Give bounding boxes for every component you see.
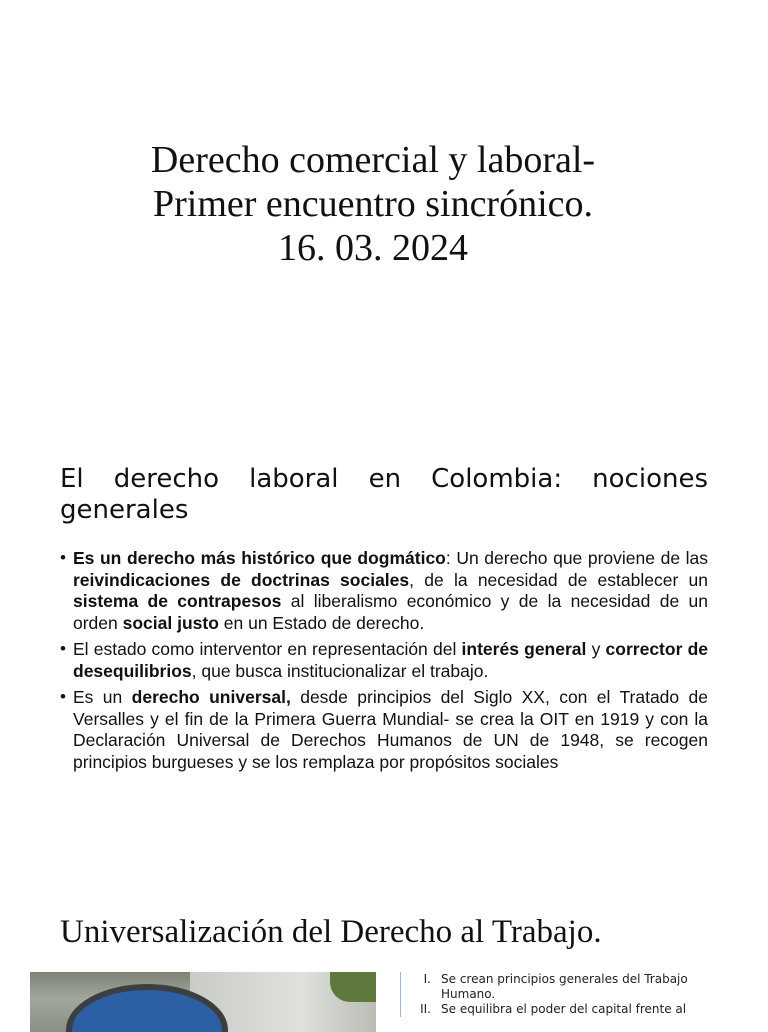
- text-run: , de la necesidad de establecer un: [409, 569, 708, 590]
- bold-text: social justo: [122, 612, 219, 633]
- list-item: [407, 972, 730, 1002]
- bullet-dot-icon: •: [60, 639, 66, 658]
- universalizacion-slide: [0, 880, 768, 1024]
- bold-text: Es un derecho más histórico que dogmático: [73, 548, 446, 568]
- foliage: [330, 972, 376, 1002]
- bullet-list: [60, 548, 708, 778]
- laboral-slide: [0, 430, 768, 880]
- text-run: al liberalismo económico y de la necesidad de un orden: [73, 591, 708, 633]
- bold-text: reivindicaciones de doctrinas sociales: [73, 569, 410, 590]
- bullet-dot-icon: •: [60, 687, 66, 706]
- bullet-dot-icon: •: [60, 548, 66, 567]
- list-number: I.: [423, 972, 431, 986]
- text-run: y: [586, 639, 606, 659]
- text-run: El estado como interventor en representación del: [73, 639, 462, 659]
- title-slide: [0, 0, 768, 430]
- bold-text: corrector de desequilibrios: [73, 639, 709, 681]
- text-run: Es un: [73, 687, 132, 707]
- slide-heading: El derecho laboral en Colombia: nociones generales: [60, 464, 708, 525]
- bold-text: interés general: [461, 639, 587, 659]
- title-line: Primer encuentro sincrónico.: [152, 183, 594, 225]
- bullet-item: [60, 687, 708, 773]
- bullet-item: [60, 639, 708, 682]
- slide-heading: Universalización del Derecho al Trabajo.: [60, 914, 602, 950]
- text-run: : Un derecho que proviene de las: [445, 548, 709, 568]
- slide-title: [60, 138, 686, 270]
- bullet-item: [60, 548, 708, 634]
- bold-text: derecho universal,: [131, 687, 291, 707]
- text-run: , que busca institucionalizar el trabajo.: [191, 660, 489, 681]
- list-text: Se crean principios generales del Trabajo Humano.: [441, 972, 688, 1001]
- title-line: Derecho comercial y laboral-: [150, 139, 596, 181]
- bold-text: sistema de contrapesos: [73, 591, 282, 611]
- title-date: 16. 03. 2024: [278, 227, 468, 269]
- list-item: [407, 1002, 730, 1017]
- text-run: en un Estado de derecho.: [218, 612, 425, 633]
- text-run: desde principios del Siglo XX, con el Tratado de Versalles y el fin de la Primera Guerra Mundial- se crea la OIT en 1919 y con la Declaración Universal de Derechos Humanos de UN de 1948, se recogen principios burgueses y se los remplaza por propósitos sociales: [73, 687, 708, 772]
- roman-numeral-list: [400, 972, 730, 1017]
- oit-building-photo: [30, 972, 376, 1032]
- list-number: II.: [420, 1002, 431, 1016]
- list-text: Se equilibra el poder del capital frente al: [441, 1002, 687, 1016]
